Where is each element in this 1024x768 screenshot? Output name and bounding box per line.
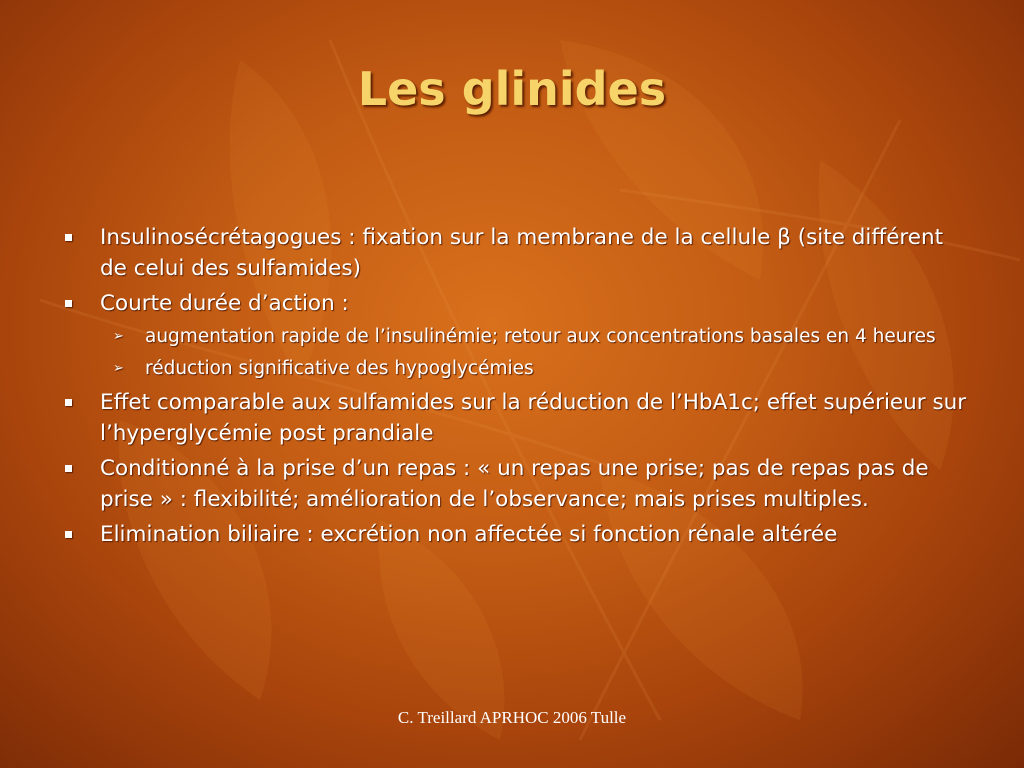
list-item-text: Insulinosécrétagogues : fixation sur la membrane de la cellule β (site différent de celui des sulfamides) <box>100 225 944 281</box>
square-bullet-icon <box>65 531 72 538</box>
square-bullet-icon <box>65 399 72 406</box>
list-item <box>58 387 968 449</box>
list-item-text: Courte durée d’action : <box>100 291 349 316</box>
sub-list-item-text: réduction significative des hypoglycémies <box>145 358 534 379</box>
bullet-list <box>58 222 968 554</box>
list-item-text: Effet comparable aux sulfamides sur la réduction de l’HbA1c; effet supérieur sur l’hyperglycémie post prandiale <box>100 390 967 446</box>
list-item <box>58 222 968 284</box>
list-item <box>58 453 968 515</box>
list-item <box>58 519 968 550</box>
sub-list-item <box>58 355 968 382</box>
list-item <box>58 288 968 319</box>
list-item-text: Conditionné à la prise d’un repas : « un repas une prise; pas de repas pas de prise » : flexibilité; amélioration de l’observance; mais prises multiples. <box>100 456 929 512</box>
arrow-bullet-icon: ➢ <box>113 361 124 376</box>
slide-title: Les glinides <box>357 62 667 116</box>
square-bullet-icon <box>65 300 72 307</box>
sub-list-item <box>58 323 968 350</box>
arrow-bullet-icon: ➢ <box>113 329 124 344</box>
sub-list-item-text: augmentation rapide de l’insulinémie; retour aux concentrations basales en 4 heures <box>145 326 936 347</box>
square-bullet-icon <box>65 465 72 472</box>
slide-footer: C. Treillard APRHOC 2006 Tulle <box>397 708 627 727</box>
list-item-text: Elimination biliaire : excrétion non affectée si fonction rénale altérée <box>100 522 838 547</box>
square-bullet-icon <box>65 234 72 241</box>
